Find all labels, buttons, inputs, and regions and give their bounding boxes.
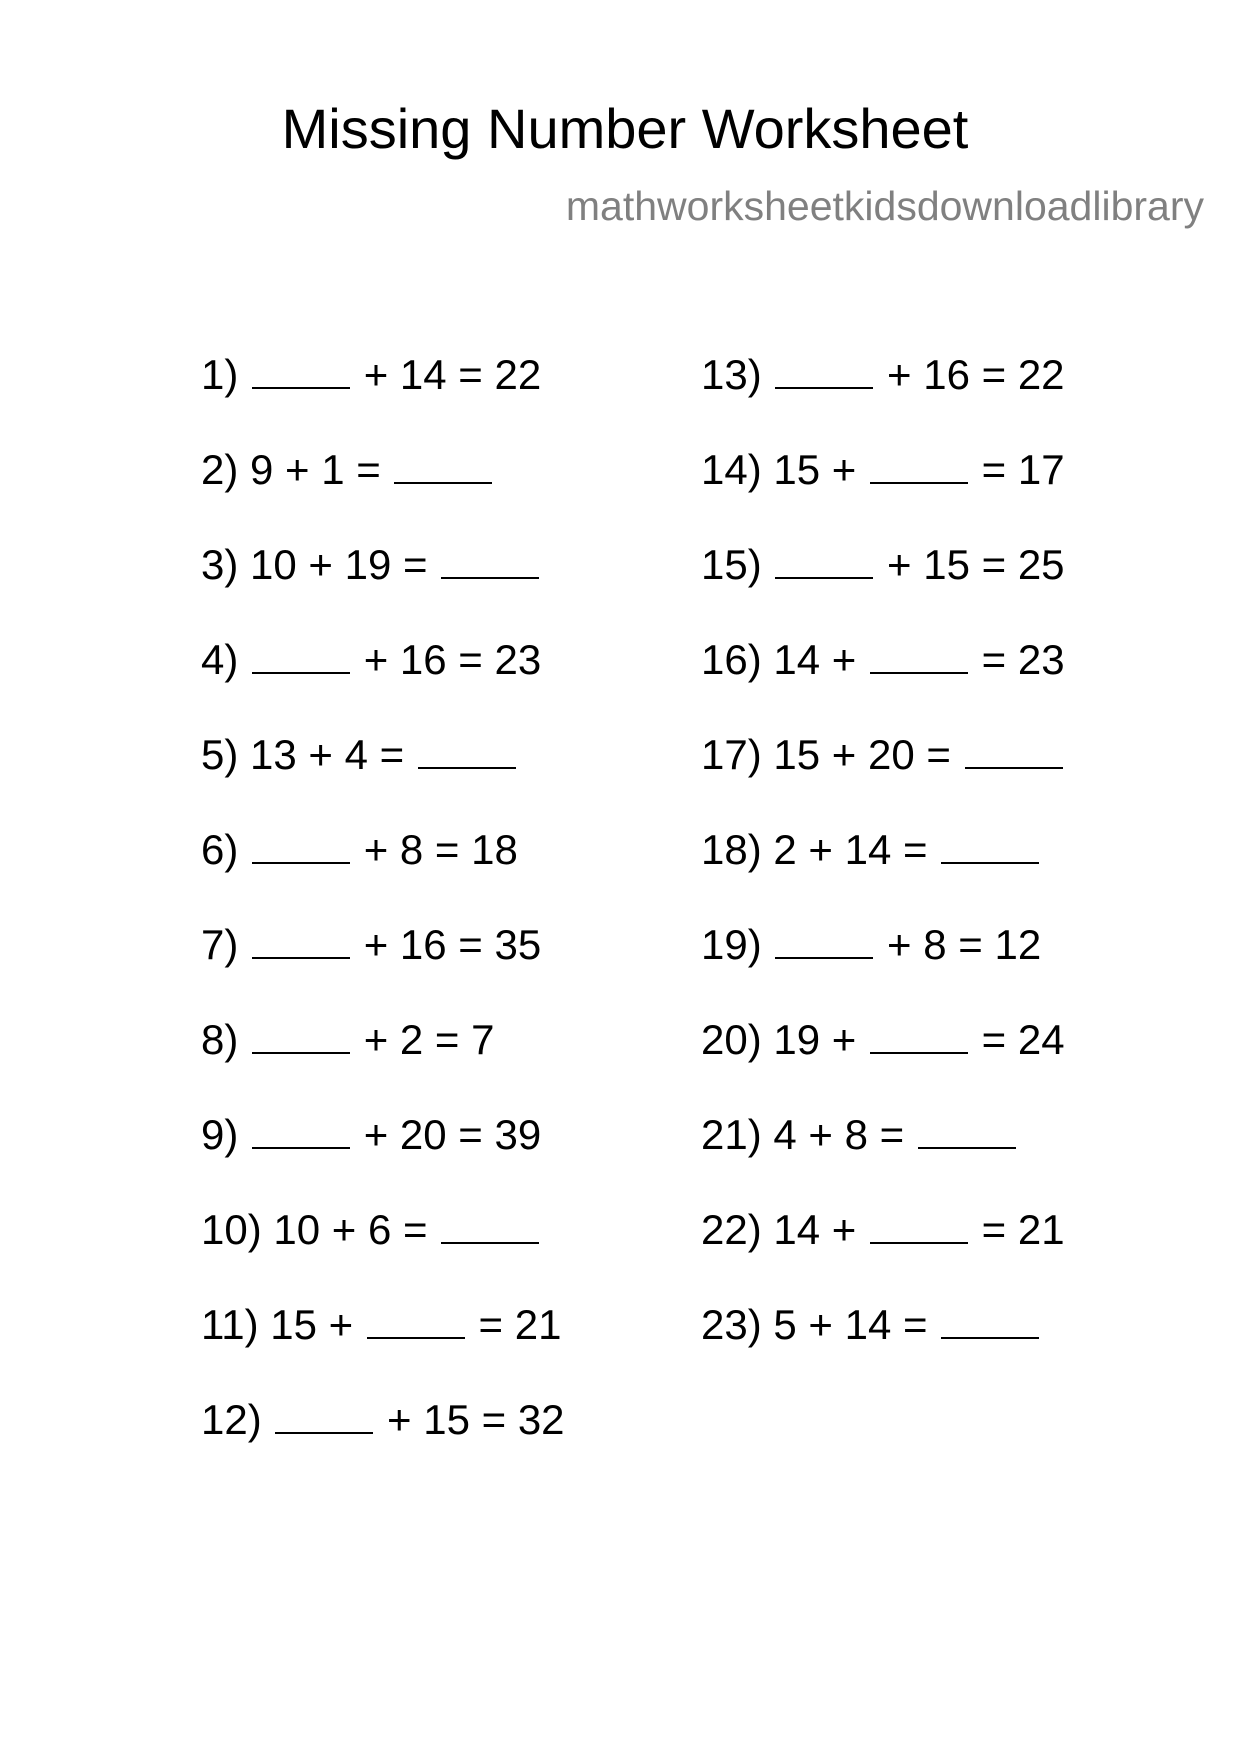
problem-item [201, 1204, 565, 1299]
answer-blank[interactable] [252, 1014, 350, 1054]
problem-post: + 15 = 25 [887, 541, 1065, 588]
problem-pre: 15 + [270, 1301, 354, 1348]
problem-pre: 5 + 14 = [773, 1301, 928, 1348]
answer-blank[interactable] [367, 1299, 465, 1339]
answer-blank[interactable] [941, 1299, 1039, 1339]
problem-item [701, 349, 1065, 444]
answer-blank[interactable] [870, 1204, 968, 1244]
problem-post: + 16 = 22 [887, 351, 1065, 398]
answer-blank[interactable] [418, 729, 516, 769]
problem-number: 18) [701, 826, 762, 873]
problem-item [701, 1204, 1065, 1299]
problem-item [701, 1014, 1065, 1109]
problem-item [201, 729, 565, 824]
problem-pre: 9 + 1 = [250, 446, 381, 493]
problem-pre: 14 + [773, 1206, 857, 1253]
problem-item [701, 444, 1065, 539]
problem-number: 20) [701, 1016, 762, 1063]
answer-blank[interactable] [918, 1109, 1016, 1149]
problem-post: + 20 = 39 [363, 1111, 542, 1158]
answer-blank[interactable] [252, 919, 350, 959]
problem-number: 16) [701, 636, 762, 683]
problem-post: = 17 [981, 446, 1065, 493]
answer-blank[interactable] [775, 539, 873, 579]
problem-item [701, 634, 1065, 729]
page-title: Missing Number Worksheet [281, 97, 969, 160]
problem-pre: 15 + 20 = [773, 731, 951, 778]
problem-item [201, 919, 565, 1014]
problem-number: 8) [201, 1016, 239, 1063]
problem-item [701, 729, 1065, 824]
problem-number: 3) [201, 541, 239, 588]
problem-pre: 13 + 4 = [250, 731, 405, 778]
answer-blank[interactable] [252, 824, 350, 864]
answer-blank[interactable] [870, 1014, 968, 1054]
problem-post: + 15 = 32 [387, 1396, 565, 1443]
problem-item [701, 1109, 1065, 1204]
problem-number: 14) [701, 446, 762, 493]
problem-post: + 14 = 22 [363, 351, 542, 398]
problem-number: 9) [201, 1111, 239, 1158]
problem-number: 7) [201, 921, 239, 968]
problem-number: 6) [201, 826, 239, 873]
problem-number: 22) [701, 1206, 762, 1253]
answer-blank[interactable] [870, 444, 968, 484]
problem-number: 21) [701, 1111, 762, 1158]
answer-blank[interactable] [394, 444, 492, 484]
problem-pre: 2 + 14 = [773, 826, 928, 873]
answer-blank[interactable] [441, 1204, 539, 1244]
problem-item [701, 824, 1065, 919]
problem-number: 1) [201, 351, 239, 398]
answer-blank[interactable] [441, 539, 539, 579]
answer-blank[interactable] [941, 824, 1039, 864]
problem-item [701, 919, 1065, 1014]
problem-number: 19) [701, 921, 762, 968]
problem-post: + 8 = 18 [363, 826, 518, 873]
problem-number: 23) [701, 1301, 762, 1348]
problem-number: 11) [201, 1301, 259, 1348]
answer-blank[interactable] [870, 634, 968, 674]
problem-post: + 2 = 7 [363, 1016, 495, 1063]
site-watermark: mathworksheetkidsdownloadlibrary [565, 183, 1204, 229]
problem-post: = 21 [478, 1301, 562, 1348]
problem-item [201, 349, 565, 444]
problem-item [701, 1299, 1065, 1394]
problem-item [201, 539, 565, 634]
answer-blank[interactable] [775, 349, 873, 389]
problem-item [201, 444, 565, 539]
problem-number: 4) [201, 636, 239, 683]
problem-post: + 16 = 35 [363, 921, 542, 968]
answer-blank[interactable] [252, 1109, 350, 1149]
problem-pre: 10 + 19 = [250, 541, 428, 588]
problem-post: + 16 = 23 [363, 636, 542, 683]
problem-post: = 24 [981, 1016, 1065, 1063]
answer-blank[interactable] [275, 1394, 373, 1434]
problem-number: 13) [701, 351, 762, 398]
problem-item [201, 1014, 565, 1109]
problems-column-left [201, 349, 565, 1489]
problem-item [701, 539, 1065, 634]
answer-blank[interactable] [965, 729, 1063, 769]
problem-post: + 8 = 12 [887, 921, 1042, 968]
answer-blank[interactable] [252, 349, 350, 389]
problem-pre: 14 + [773, 636, 857, 683]
problem-pre: 15 + [773, 446, 857, 493]
problem-number: 5) [201, 731, 239, 778]
answer-blank[interactable] [775, 919, 873, 959]
answer-blank[interactable] [252, 634, 350, 674]
problem-pre: 19 + [773, 1016, 857, 1063]
problem-number: 10) [201, 1206, 262, 1253]
problem-number: 12) [201, 1396, 262, 1443]
problem-number: 2) [201, 446, 239, 493]
problem-pre: 4 + 8 = [773, 1111, 905, 1158]
problem-item [201, 824, 565, 919]
problem-item [201, 1394, 565, 1489]
problem-pre: 10 + 6 = [273, 1206, 428, 1253]
problem-item [201, 1299, 565, 1394]
problem-item [201, 634, 565, 729]
problem-number: 15) [701, 541, 762, 588]
problem-post: = 23 [981, 636, 1065, 683]
problem-number: 17) [701, 731, 762, 778]
problem-item [201, 1109, 565, 1204]
problem-post: = 21 [981, 1206, 1065, 1253]
problems-column-right [701, 349, 1065, 1394]
